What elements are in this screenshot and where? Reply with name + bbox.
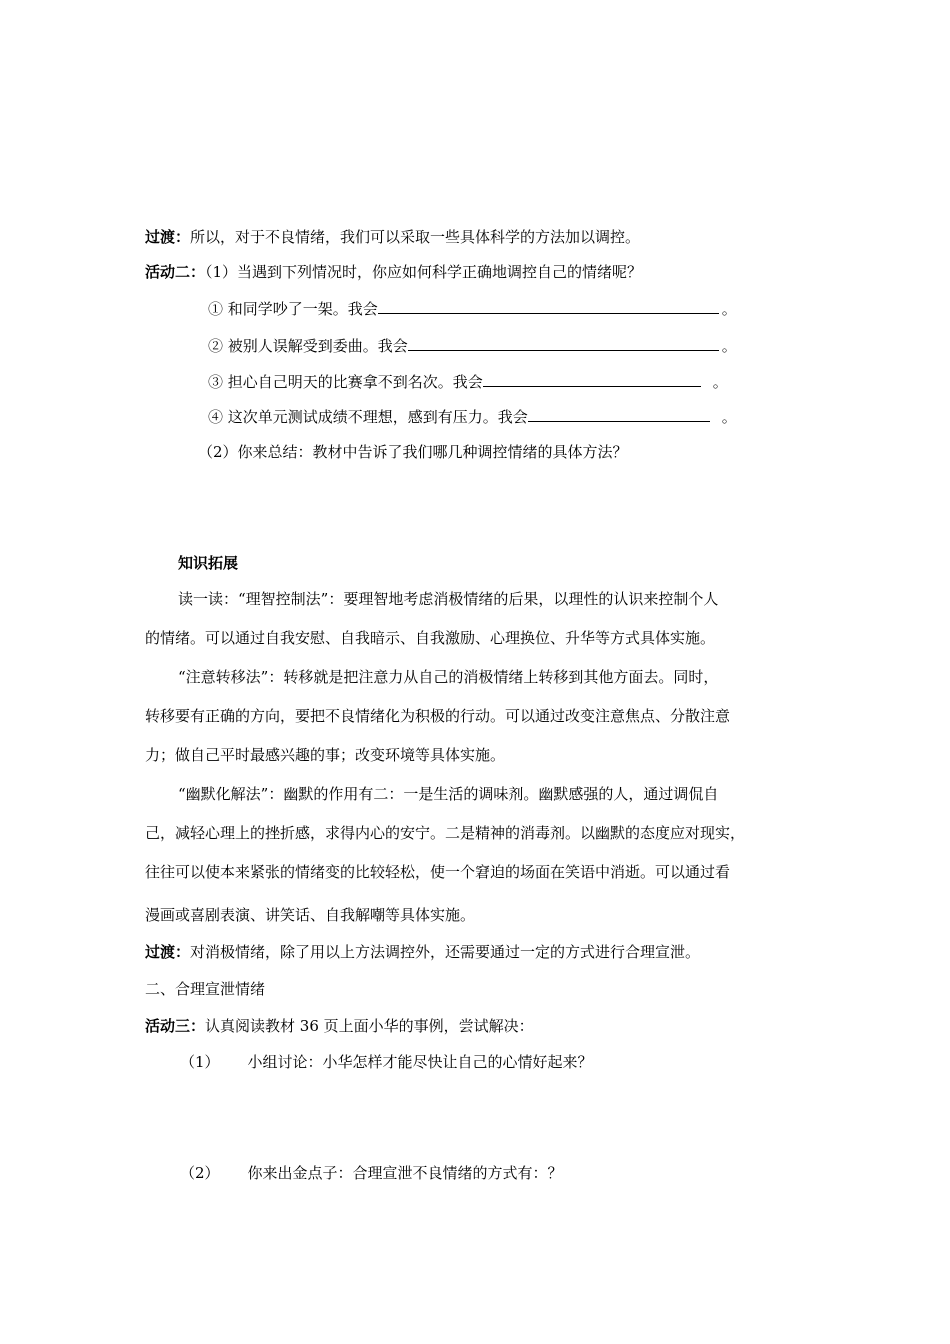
answer-blank[interactable]: [528, 406, 710, 422]
question-number: （2）: [180, 1164, 220, 1182]
transition-text: 对消极情绪，除了用以上方法调控外，还需要通过一定的方式进行合理宣泄。: [190, 943, 701, 961]
scenario-item: [208, 406, 737, 427]
question-number: （1）: [180, 1053, 220, 1071]
scenario-text: ④ 这次单元测试成绩不理想，感到有压力。我会: [208, 408, 528, 426]
extension-line: 往往可以使本来紧张的情绪变的比较轻松，使一个窘迫的场面在笑语中消逝。可以通过看: [145, 863, 731, 881]
question-text: 你来出金点子：合理宣泄不良情绪的方式有：？: [247, 1164, 563, 1182]
activity-2-header: [145, 262, 642, 282]
scenario-item: [208, 371, 728, 392]
section-heading: 二、合理宣泄情绪: [145, 980, 266, 998]
answer-blank[interactable]: [378, 298, 719, 314]
answer-blank[interactable]: [483, 371, 701, 387]
transition-2: [145, 942, 700, 962]
activity-3-question-1: [180, 1052, 593, 1072]
scenario-text: ③ 担心自己明天的比赛拿不到名次。我会: [208, 373, 483, 391]
scenario-end: 。: [712, 373, 728, 391]
extension-line: 漫画或喜剧表演、讲笑话、自我解嘲等具体实施。: [145, 906, 476, 924]
extension-line: “幽默化解法”：幽默的作用有二：一是生活的调味剂。幽默感强的人，通过调侃自: [178, 785, 719, 803]
extension-line: 己，减轻心理上的挫折感，求得内心的安宁。二是精神的消毒剂。以幽默的态度应对现实，: [145, 824, 746, 842]
scenario-end: 。: [721, 300, 737, 318]
transition-1: [145, 227, 640, 247]
transition-label: 过渡：: [145, 228, 191, 246]
extension-line: 读一读：“理智控制法”：要理智地考虑消极情绪的后果，以理性的认识来控制个人: [178, 590, 719, 608]
extension-line: “注意转移法”：转移就是把注意力从自己的消极情绪上转移到其他方面去。同时，: [178, 668, 719, 686]
activity-question-1: （1）当遇到下列情况时，你应如何科学正确地调控自己的情绪呢？: [205, 263, 643, 281]
activity-3-header: [145, 1016, 534, 1036]
extension-title: 知识拓展: [178, 554, 239, 572]
activity-question-2: （2）你来总结：教材中告诉了我们哪几种调控情绪的具体方法？: [198, 443, 628, 461]
scenario-item: [208, 335, 737, 356]
answer-blank[interactable]: [408, 335, 719, 351]
question-text: 小组讨论：小华怎样才能尽快让自己的心情好起来？: [247, 1053, 593, 1071]
scenario-text: ① 和同学吵了一架。我会: [208, 300, 378, 318]
scenario-end: 。: [721, 408, 737, 426]
activity-label: 活动三：: [145, 1017, 206, 1035]
transition-text: 所以，对于不良情绪，我们可以采取一些具体科学的方法加以调控。: [190, 228, 641, 246]
extension-line: 转移要有正确的方向，要把不良情绪化为积极的行动。可以通过改变注意焦点、分散注意: [145, 707, 731, 725]
extension-line: 的情绪。可以通过自我安慰、自我暗示、自我激励、心理换位、升华等方式具体实施。: [145, 629, 716, 647]
extension-line: 力；做自己平时最感兴趣的事；改变环境等具体实施。: [145, 746, 506, 764]
activity-3-question-2: [180, 1163, 563, 1183]
scenario-end: 。: [721, 337, 737, 355]
activity-text: 认真阅读教材 36 页上面小华的事例，尝试解决：: [205, 1017, 534, 1035]
scenario-text: ② 被别人误解受到委曲。我会: [208, 337, 408, 355]
scenario-item: [208, 298, 737, 319]
activity-label: 活动二：: [145, 263, 206, 281]
transition-label: 过渡：: [145, 943, 191, 961]
